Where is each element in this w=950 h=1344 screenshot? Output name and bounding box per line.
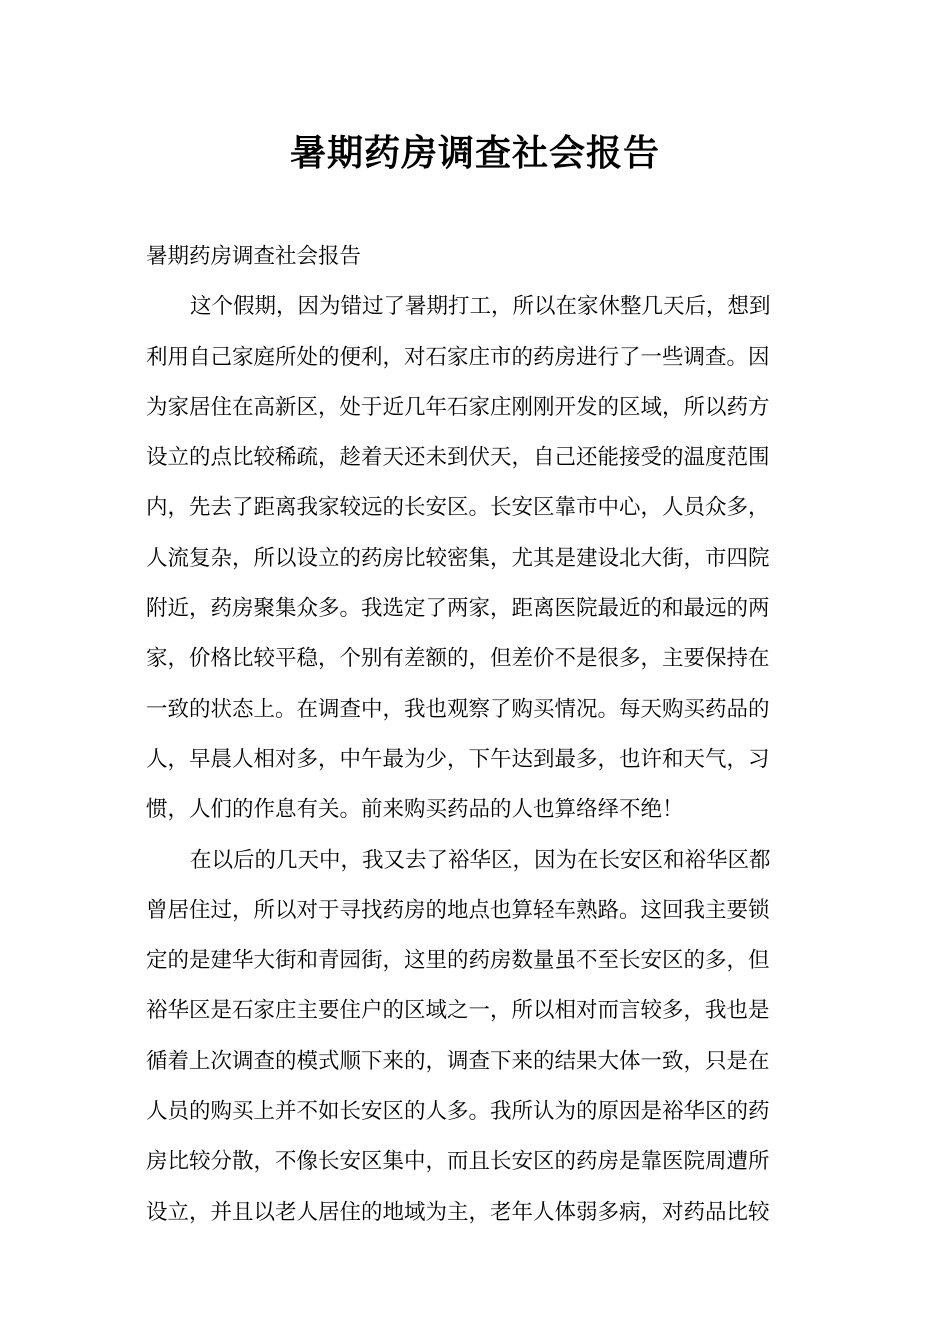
paragraph-line: 设立的点比较稀疏，趁着天还未到伏天，自己还能接受的温度范围: [146, 445, 770, 471]
paragraph-2: [146, 836, 806, 1238]
paragraph-line: 裕华区是石家庄主要住户的区域之一，所以相对而言较多，我也是: [146, 998, 770, 1024]
paragraph-line: 惯，人们的作息有关。前来购买药品的人也算络绎不绝！: [146, 797, 684, 823]
paragraph-line: 利用自己家庭所处的便利，对石家庄市的药房进行了一些调查。因: [146, 344, 770, 370]
document-subtitle: 暑期药房调查社会报告: [146, 244, 362, 269]
paragraph-line: 这个假期，因为错过了暑期打工，所以在家休整几天后，想到: [190, 294, 771, 320]
paragraph-line: 房比较分散，不像长安区集中，而且长安区的药房是靠医院周遭所: [146, 1149, 770, 1175]
paragraph-line: 附近，药房聚集众多。我选定了两家，距离医院最近的和最远的两: [146, 596, 770, 622]
paragraph-line: 在以后的几天中，我又去了裕华区，因为在长安区和裕华区都: [190, 847, 771, 873]
document-title: 暑期药房调查社会报告: [289, 133, 660, 174]
paragraph-line: 循着上次调查的模式顺下来的，调查下来的结果大体一致，只是在: [146, 1048, 770, 1074]
paragraph-line: 设立，并且以老人居住的地域为主，老年人体弱多病，对药品比较: [146, 1199, 770, 1225]
paragraph-line: 一致的状态上。在调查中，我也观察了购买情况。每天购买药品的: [146, 696, 770, 722]
paragraph-line: 人，早晨人相对多，中午最为少，下午达到最多，也许和天气，习: [146, 746, 770, 772]
paragraph-1: [146, 282, 806, 835]
document-body: [146, 232, 806, 1238]
paragraph-line: 内，先去了距离我家较远的长安区。长安区靠市中心，人员众多，: [146, 495, 770, 521]
paragraph-line: 家，价格比较平稳，个别有差额的，但差价不是很多，主要保持在: [146, 646, 770, 672]
paragraph-line: 人流复杂，所以设立的药房比较密集，尤其是建设北大街，市四院: [146, 545, 770, 571]
paragraph-line: 曾居住过，所以对于寻找药房的地点也算轻车熟路。这回我主要锁: [146, 897, 770, 923]
paragraph-line: 定的是建华大街和青园街，这里的药房数量虽不至长安区的多，但: [146, 948, 770, 974]
paragraph-line: 人员的购买上并不如长安区的人多。我所认为的原因是裕华区的药: [146, 1099, 770, 1125]
paragraph-line: 为家居住在高新区，处于近几年石家庄刚刚开发的区域，所以药方: [146, 394, 770, 420]
